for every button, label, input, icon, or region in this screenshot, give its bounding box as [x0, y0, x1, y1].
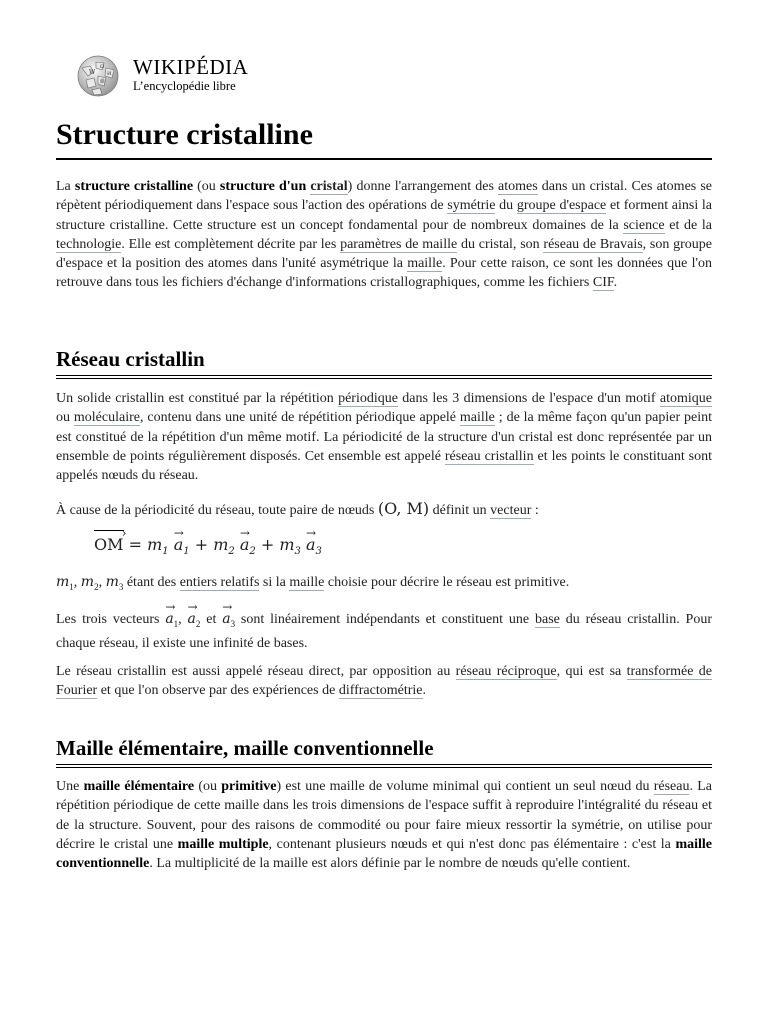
text: Une	[56, 779, 84, 794]
link-maille[interactable]: maille	[407, 256, 443, 272]
formula-sub: 3	[315, 546, 322, 558]
formula-sub: 1	[183, 546, 190, 558]
section2-paragraph-1	[56, 777, 712, 873]
text: du	[495, 198, 517, 214]
text: définit un	[429, 503, 491, 518]
text: et forment ainsi la structure cristalline. Cette structure est un concept fondamental pour de nombreux domaines de la	[56, 198, 713, 233]
link-transformee-fourier[interactable]: transformée de Fourier	[56, 664, 712, 699]
section1-paragraph-2	[56, 499, 712, 520]
section1-paragraph-4	[56, 610, 712, 653]
link-reseau-bravais[interactable]: réseau de Bravais	[543, 236, 643, 252]
bold-term: maille conventionnelle	[56, 836, 712, 872]
link-science[interactable]: science	[623, 217, 665, 233]
text: . La répétition périodique de cette maille dans les trois dimensions de l'espace suffit à reproduire l'intégralité du réseau et de la structure. Souvent, pour des raisons de commodité ou pour faire mieux ressortir la symétrie, on utilise pour décrire le cristal une	[56, 779, 712, 852]
math-sub: 1	[69, 581, 74, 592]
text: et	[200, 612, 223, 627]
text: .	[613, 275, 618, 291]
bold-term: maille élémentaire	[83, 779, 195, 794]
math-m: m	[80, 574, 95, 590]
formula-plus: +	[189, 535, 214, 554]
svg-text:Ω: Ω	[100, 64, 105, 70]
section-heading-reseau	[56, 345, 712, 379]
text: . Pour cette raison, ce sont les données que l'on retrouve dans tous les fichiers d'échange d'informations cristallographiques, comme les fichiers	[56, 256, 712, 291]
text: :	[531, 503, 539, 518]
formula-sub: 1	[162, 546, 169, 558]
brand-title: WIKIPÉDIA	[133, 55, 249, 79]
text: si la	[259, 575, 290, 590]
link-reseau-reciproque[interactable]: réseau réciproque	[455, 664, 557, 679]
math-vector-a: → a	[222, 610, 230, 629]
link-reseau-cristallin[interactable]: réseau cristallin	[444, 448, 534, 464]
formula-sub: 3	[294, 546, 301, 558]
text: du cristal, son	[457, 236, 544, 252]
text: et que l'on observe par des expériences de	[97, 683, 339, 699]
link-base[interactable]: base	[535, 612, 560, 627]
text: dans les 3 dimensions de l'espace d'un motif	[397, 391, 660, 406]
formula-om: OM ›	[94, 532, 124, 558]
link-atomes[interactable]: atomes	[498, 179, 538, 194]
section-title: Réseau cristallin	[56, 347, 205, 371]
text: dans un cristal. Ces atomes se répètent périodiquement dans l'espace sous l'action des opérations de	[56, 179, 713, 214]
link-maille[interactable]: maille	[459, 410, 495, 426]
math-sub: 3	[230, 618, 236, 629]
section-title: Maille élémentaire, maille conventionnelle	[56, 736, 434, 760]
link-reseau[interactable]: réseau	[653, 779, 690, 794]
svg-text:W: W	[89, 69, 96, 76]
text: ) est une maille de volume minimal qui contient un seul nœud du	[276, 779, 654, 794]
section1-paragraph-1	[56, 389, 712, 485]
formula-vector-a: → a	[306, 532, 316, 558]
bold-term: structure cristalline	[74, 179, 194, 194]
formula-plus: +	[255, 535, 280, 554]
section1-paragraph-3	[56, 573, 712, 597]
link-moleculaire[interactable]: moléculaire	[73, 410, 140, 426]
math-m: m	[105, 574, 119, 590]
link-technologie[interactable]: technologie	[56, 236, 122, 252]
math-sub: 2	[94, 581, 99, 592]
text: ,	[98, 575, 106, 590]
bold-term	[220, 179, 348, 195]
vector-formula	[94, 532, 322, 565]
wikipedia-wordmark[interactable]	[133, 55, 248, 93]
page-title: Structure cristalline	[56, 115, 712, 160]
text: La	[56, 179, 75, 194]
math-m: m	[56, 574, 70, 590]
brand-subtitle: L’encyclopédie libre	[133, 79, 236, 93]
text: ) donne l'arrangement des	[347, 179, 499, 194]
text: (ou	[193, 179, 220, 194]
math-sub: 3	[118, 581, 124, 592]
link-cristal[interactable]: cristal	[310, 179, 348, 194]
text: .	[422, 683, 427, 699]
text: (ou	[194, 779, 222, 794]
text: , son groupe d'espace et la position des atomes dans l'unité asymétrique la	[56, 236, 713, 272]
link-diffractometrie[interactable]: diffractométrie	[338, 683, 423, 699]
formula-vector-a: → a	[174, 532, 184, 558]
formula-m: m	[213, 535, 229, 554]
math-pair: (O, M)	[377, 499, 430, 518]
text: du réseau cristallin. Pour chaque réseau, il existe une infinité de bases.	[56, 612, 712, 652]
link-atomique[interactable]: atomique	[659, 391, 712, 406]
formula-sub: 2	[249, 546, 256, 558]
intro-paragraph	[56, 177, 712, 293]
math-sub: 1	[173, 618, 179, 629]
bold-term: maille multiple	[177, 836, 269, 852]
formula-sub: 2	[228, 546, 235, 558]
link-entiers-relatifs[interactable]: entiers relatifs	[179, 575, 260, 590]
math-vector-a: → a	[188, 610, 196, 629]
text: choisie pour décrire le réseau est primitive.	[324, 575, 570, 590]
text: ; de la même façon qu'un papier peint est constitué de la répétition d'un même motif. La périodicité de la structure d'un cristal est donc représentée par un ensemble de points régulièrement disposés. Cet ensemble est appelé	[56, 410, 713, 464]
text: . La multiplicité de la maille est alors définie par le nombre de nœuds qu'elle contient.	[149, 856, 631, 872]
bold-term: primitive	[221, 779, 277, 794]
link-parametres-maille[interactable]: paramètres de maille	[340, 236, 458, 252]
text: structure d'un	[219, 179, 311, 194]
svg-text:И: И	[107, 71, 112, 77]
text: ou	[56, 410, 74, 426]
text: ,	[73, 575, 81, 590]
formula-equals: =	[123, 535, 148, 554]
math-vector-a: → a	[165, 610, 173, 629]
text: et les points le constituant sont appelés nœuds du réseau.	[56, 448, 712, 484]
text: et de la	[664, 217, 713, 233]
formula-m: m	[279, 535, 295, 554]
text: À cause de la périodicité du réseau, toute paire de nœuds	[56, 503, 378, 518]
link-cif[interactable]: CIF	[592, 275, 614, 291]
link-maille[interactable]: maille	[289, 575, 325, 590]
formula-m: m	[147, 535, 163, 554]
text: Un solide cristallin est constitué par la répétition	[56, 391, 339, 406]
text: sont linéairement indépendants et constituent une	[235, 612, 535, 627]
link-vecteur[interactable]: vecteur	[490, 503, 532, 518]
text: . Elle est complètement décrite par les	[121, 236, 341, 252]
section-heading-maille	[56, 734, 712, 768]
text: ,	[178, 612, 188, 627]
text: , qui est sa	[556, 664, 627, 679]
text: étant des	[123, 575, 180, 590]
math-sub: 2	[195, 618, 201, 629]
text: , contenant plusieurs nœuds et qui n'est donc pas élémentaire : c'est la	[268, 836, 676, 852]
heading-rule	[56, 764, 712, 768]
link-periodique[interactable]: périodique	[338, 391, 398, 406]
wikipedia-globe-logo[interactable]	[74, 54, 122, 98]
formula-vector-a: → a	[240, 532, 250, 558]
svg-text:維: 維	[100, 79, 106, 85]
text: , contenu dans une unité de répétition périodique appelé	[139, 410, 460, 426]
text: Le réseau cristallin est aussi appelé réseau direct, par opposition au	[56, 664, 456, 679]
heading-rule	[56, 375, 712, 379]
link-symetrie[interactable]: symétrie	[447, 198, 496, 214]
link-groupe-espace[interactable]: groupe d'espace	[516, 198, 607, 214]
text: Les trois vecteurs	[56, 612, 166, 627]
section1-paragraph-5	[56, 662, 712, 701]
